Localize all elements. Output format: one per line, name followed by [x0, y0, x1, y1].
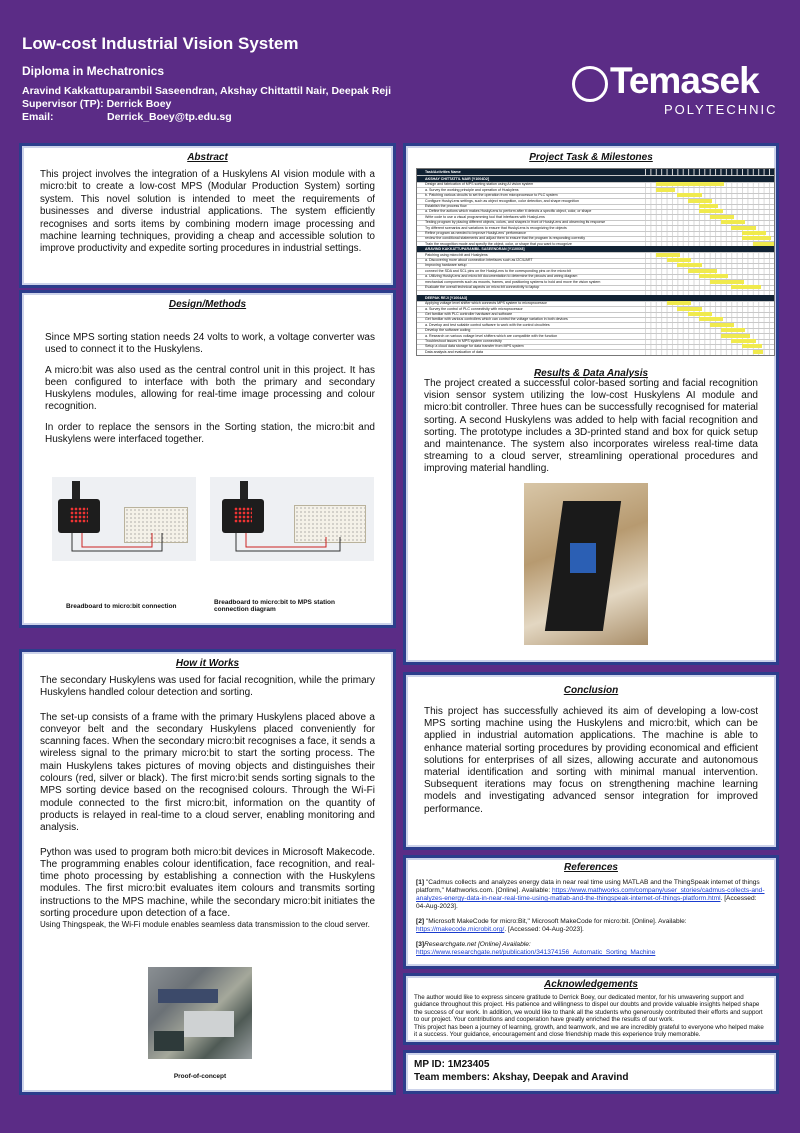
ref-1-link[interactable]: https://www.mathworks.com/company/user_stories/cadmus-collects-and-analyzes-energy-data-in-near-real-time-using-matlab-and-the-thingspeak-internet-of-things-platform.html — [416, 887, 765, 902]
acknowledgements-p2: This project has been a journey of learning, growth, and teamwork, and we are incredibly grateful to everyone who helped make it a success. Your guidance, encouragement and close friendship made this experience truly memorable. — [414, 1023, 764, 1039]
poster-title: Low-cost Industrial Vision System — [22, 34, 299, 53]
logo-emblem-icon — [572, 66, 608, 102]
design-heading: Design/Methods — [168, 299, 247, 310]
how-heading: How it Works — [175, 658, 240, 669]
acknowledgements-heading: Acknowledgements — [544, 979, 638, 990]
logo-wordmark: Temasek — [610, 60, 759, 101]
milestone-gantt — [416, 168, 775, 356]
ref-3-link[interactable]: https://www.researchgate.net/publication/341374156_Automatic_Sorting_Machine — [416, 949, 656, 956]
conclusion-heading: Conclusion — [563, 685, 619, 696]
gantt-task-label: a. Discovering more about connection interfaces such as I2C/UART — [425, 258, 533, 262]
gantt-task-label: AKSHAY CHITTATTIL NAIR [Y1004D2] — [425, 177, 490, 181]
abstract-panel — [19, 143, 396, 288]
gantt-bar — [710, 215, 734, 219]
team-members: Team members: Akshay, Deepak and Aravind — [414, 1072, 629, 1083]
gantt-task-label: a. Utilizing HuskyLens and micro:bit documentation to determine the pinouts and wiring diagram — [425, 274, 578, 279]
ref-2-link[interactable]: https://makecode.microbit.org/ — [416, 926, 505, 933]
gantt-task-label: Establish the process flow — [425, 204, 467, 208]
abstract-text: This project involves the integration of a Huskylens AI vision module with a micro:bit to create a low-cost MPS (Modular Production System) sorting system. This novel solution is intended to meet the requirements of businesses and diverse industrial applications. The system efficiently recognises and sorts items by combining modern image processing and machine learning techniques, providing a cheap and accessible solution to improve productivity and expedite sorting procedures in industrial settings. — [40, 169, 375, 255]
proof-of-concept-photo — [148, 967, 252, 1059]
gantt-task-label: DEEPAK REJI [Y1004A3] — [425, 295, 468, 300]
wiring-icon — [210, 477, 374, 561]
acknowledgements-p1: The author would like to express sincere gratitude to Derrick Boey, our dedicated mentor, for his unwavering support and guidance throughout this project. His patience and willingness to dispel our doubts and provide valuable insights helped shape the success of our work. In addition, we would like to thank all the students who generously contributed their efforts and support to our project. Your contributions and cooperation have greatly enriched the results of our work. — [414, 994, 763, 1024]
gantt-task-label: Configure HuskyLens settings, such as object recognition, color detection, and shape recognition — [425, 198, 580, 203]
gantt-task-label: Get familiar with various controllers which can control the voltage variation in both devices — [425, 317, 568, 322]
gantt-task-label: Refine program as needed to improve HuskyLens' performance — [425, 231, 526, 235]
reference-3 — [416, 941, 766, 957]
ref-1-number: [1] — [416, 879, 425, 886]
gantt-bar — [699, 317, 723, 321]
gantt-task-row — [417, 349, 774, 356]
results-heading: Results & Data Analysis — [533, 368, 649, 379]
prototype-photo — [524, 483, 648, 645]
diagram-2-caption: Breadboard to micro:bit to MPS station connection diagram — [214, 599, 335, 613]
gantt-bar — [667, 258, 691, 262]
proof-of-concept-caption: Proof-of-concept — [173, 1073, 227, 1080]
gantt-task-label: connect the SDA and SCL pins on the HuskyLens to the corresponding pins on the micro:bit — [425, 268, 571, 273]
references-heading: References — [564, 862, 618, 873]
design-panel — [19, 290, 396, 628]
gantt-task-label: a. Develop and test suitable control software to work with the control circuitries — [425, 322, 550, 327]
ref-2-text: "Microsoft MakeCode for micro:Bit," Microsoft MakeCode for micro:bit. [Online]. Available: — [424, 918, 687, 925]
gantt-bar — [753, 350, 763, 354]
gantt-task-label: Train the recognition mode and specify the object, color, or shape that you want to recognize — [425, 241, 572, 246]
gantt-bar — [656, 253, 680, 257]
gantt-task-label: Get familiar with PLC controller hardware and software — [425, 312, 513, 316]
gantt-header-label: Task/Activities Name — [425, 170, 461, 174]
gantt-bar — [667, 301, 691, 305]
gantt-task-label: Troubleshoot issues in MPS system connectivity — [425, 339, 502, 343]
gantt-task-label: a. Define the actions which makes HuskyLens to perform after it detects a specific object, color, or shape — [425, 209, 592, 214]
gantt-bar — [677, 193, 701, 197]
author-block — [22, 85, 391, 124]
reference-2 — [416, 918, 766, 934]
gantt-task-label: Patching using micro:bit and Huskylens — [425, 252, 488, 257]
gantt-bar — [710, 323, 734, 327]
ref-2-accessed: . [Accessed: 04-Aug-2023]. — [504, 926, 584, 933]
authors: Aravind Kakkattuparambil Saseendran, Akshay Chittattil Nair, Deepak Reji — [22, 85, 391, 97]
abstract-heading: Abstract — [187, 152, 228, 163]
gantt-bar — [688, 199, 712, 203]
gantt-bar — [731, 226, 755, 230]
gantt-bar — [721, 220, 745, 224]
gantt-task-label: a. Survey the working principle and operation of Huskylens — [425, 187, 519, 192]
gantt-bar — [731, 339, 755, 343]
gantt-bar — [656, 182, 724, 186]
ref-3-text: Researchgate.net [Online] Available: — [424, 941, 531, 948]
gantt-task-label: ARAVIND KAKKATTUPARAMBIL SASEENDRAN [Y1100X8] — [425, 247, 525, 252]
project-id-panel — [403, 1050, 779, 1094]
gantt-task-label: a. Survey the control of PLC connectivity with microprocessor — [425, 306, 523, 311]
gantt-task-label: Write code to use a visual programming tool that interfaces with HuskyLens — [425, 214, 545, 219]
gantt-bar — [688, 312, 712, 316]
gantt-bar — [699, 209, 723, 213]
gantt-task-label: Develop the software coding — [425, 328, 471, 333]
how-p3b: Using Thingspeak, the Wi-Fi module enables seamless data transmission to the cloud server. — [40, 920, 370, 930]
ref-2-number: [2] — [416, 918, 425, 925]
temasek-logo — [572, 62, 782, 122]
gantt-bar — [656, 188, 675, 192]
gantt-task-label: Design and fabrication of MPS sorting station using AI vision system — [425, 182, 534, 187]
conclusion-text: This project has successfully achieved its aim of developing a low-cost MPS sorting machine using the Huskylens and micro:bit, which can be applied in industrial automation applications. The machine is able to enhance material sorting procedures by providing economical and efficient solutions for enterprises of all sizes, allowing accurate and autonomous material identification and sorting with minimal manual intervention. Subsequent iterations may focus on strengthening machine learning models and investigating advanced sensor integration for improved performance. — [424, 706, 758, 815]
gantt-bar — [699, 274, 728, 278]
email-label: Email: — [22, 111, 54, 123]
gantt-task-label: a. Research on various voltage level shifters which are compatible with the function — [425, 333, 558, 338]
gantt-task-label: Try different scenarios and variations to ensure that HuskyLens is recognizing the objects — [425, 225, 567, 230]
tasks-heading: Project Task & Milestones — [529, 152, 653, 163]
acknowledgements-panel — [403, 973, 779, 1045]
reference-1 — [416, 879, 766, 911]
gantt-bar — [677, 263, 701, 267]
gantt-task-label: Testing program by placing different objects, colors, and shapes in front of HuskyLens and observing its response — [425, 220, 606, 225]
supervisor: Supervisor (TP): Derrick Boey — [22, 98, 172, 110]
how-it-works-panel — [19, 649, 396, 1095]
gantt-bar — [699, 204, 718, 208]
gantt-bar — [721, 328, 745, 332]
results-text: The project created a successful color-based sorting and facial recognition vision sensor system utilizing the low-cost Huskylens AI module and micro:bit controller. Three hues can be successfully recognised for material sorting. A second Huskylens was added to help with facial recognition and sorting. The prototype includes a 3D-printed stand and box for quick setup and maintenance. The system also incorporates wireless real-time data streaming to a cloud server, streamlining operational procedures and improving material handling. — [424, 378, 758, 475]
email-line — [22, 111, 391, 124]
ref-1-accessed: . [Accessed: 04-Aug-2023]. — [416, 895, 757, 910]
how-p1: The secondary Huskylens was used for facial recognition, while the primary Huskylens handled colour detection and sorting. — [40, 675, 375, 699]
ref-3-number: [3] — [416, 941, 425, 948]
design-p3: In order to replace the sensors in the Sorting station, the micro:bit and Huskylens were interfaced together. — [45, 421, 375, 446]
gantt-task-label: Evaluate the overall technical aspects on micro:bit connectivity to laptop — [425, 285, 540, 289]
gantt-bar — [677, 307, 701, 311]
gantt-bar — [742, 236, 771, 240]
gantt-bar — [742, 344, 761, 348]
gantt-task-label: review the conditional statements and adjust them to ensure that the program is responding correctly — [425, 236, 586, 241]
design-p1: Since MPS sorting station needs 24 volts to work, a voltage converter was used to connect it to the Huskylens. — [45, 332, 375, 356]
gantt-bar — [710, 280, 744, 284]
breadboard-diagram-2 — [210, 477, 374, 561]
gantt-task-label: Data analysis and evaluation of data — [425, 349, 483, 354]
how-p2: The set-up consists of a frame with the primary Huskylens placed above a conveyor belt and the secondary Huskylens placed conveniently for scanning faces. When the secondary micro:bit recognises a face, it sends a wireless signal to the primary micro:bit to start the sorting process. The main Huskylens takes pictures of moving objects and distinguishes their colours (red, silver or black). The first micro:bit sends sorting signals to the MPS sorting device based on the recognised colours. Through the Wi-Fi module connected to the first micro:bit, information on the quantity of products is relayed in real-time to a cloud server, enabling monitoring and analysis. — [40, 711, 375, 834]
conclusion-panel — [403, 672, 779, 850]
diagram-1-caption: Breadboard to micro:bit connection — [66, 603, 177, 610]
email-value: Derrick_Boey@tp.edu.sg — [107, 111, 232, 123]
gantt-bar — [721, 334, 750, 338]
breadboard-diagram-1 — [52, 477, 196, 561]
gantt-task-label: Setup a cloud data storage for data transfer from MPS system — [425, 344, 524, 349]
program-name: Diploma in Mechatronics — [22, 64, 165, 78]
gantt-bar — [688, 269, 717, 273]
gantt-task-label: mechanical components such as mounts, frames, and positioning systems to hold and move the vision system — [425, 279, 601, 284]
logo-tagline: POLYTECHNIC — [664, 102, 778, 117]
gantt-task-label: b. Patching various circuits to set the operation from microprocessor to PLC system — [425, 193, 558, 198]
gantt-bar — [742, 231, 766, 235]
wiring-icon — [52, 477, 196, 561]
design-p2: A micro:bit was also used as the central control unit in this project. It has been configured to interface with both the primary and secondary Huskylens modules, allowing for real-time image processing and colour recognition. — [45, 364, 375, 413]
gantt-task-label: Improving hardware setup — [425, 263, 467, 268]
gantt-bar — [731, 285, 760, 289]
gantt-bar — [753, 242, 775, 246]
how-p3: Python was used to program both micro:bit devices in Microsoft Makecode. The programming enables colour identification, face recognition, and real-time photo processing by establishing a connection with the Huskylens modules. The first micro:bit evaluates item colours and transmits sorting instructions to the MPS machine, while the secondary micro:bit initiates the sorting procedure upon detection of a face. — [40, 846, 375, 920]
mp-id: MP ID: 1M23405 — [414, 1059, 490, 1070]
references-panel — [403, 855, 779, 969]
gantt-task-label: Applying voltage level shifter which connects MPS system to microprocessor — [425, 301, 547, 306]
ref-1-text: "Cadmus collects and analyzes energy data in near real time using MATLAB and the ThingSpeak internet of things platform," Mathworks.com. [Online]. Available: — [416, 879, 760, 894]
